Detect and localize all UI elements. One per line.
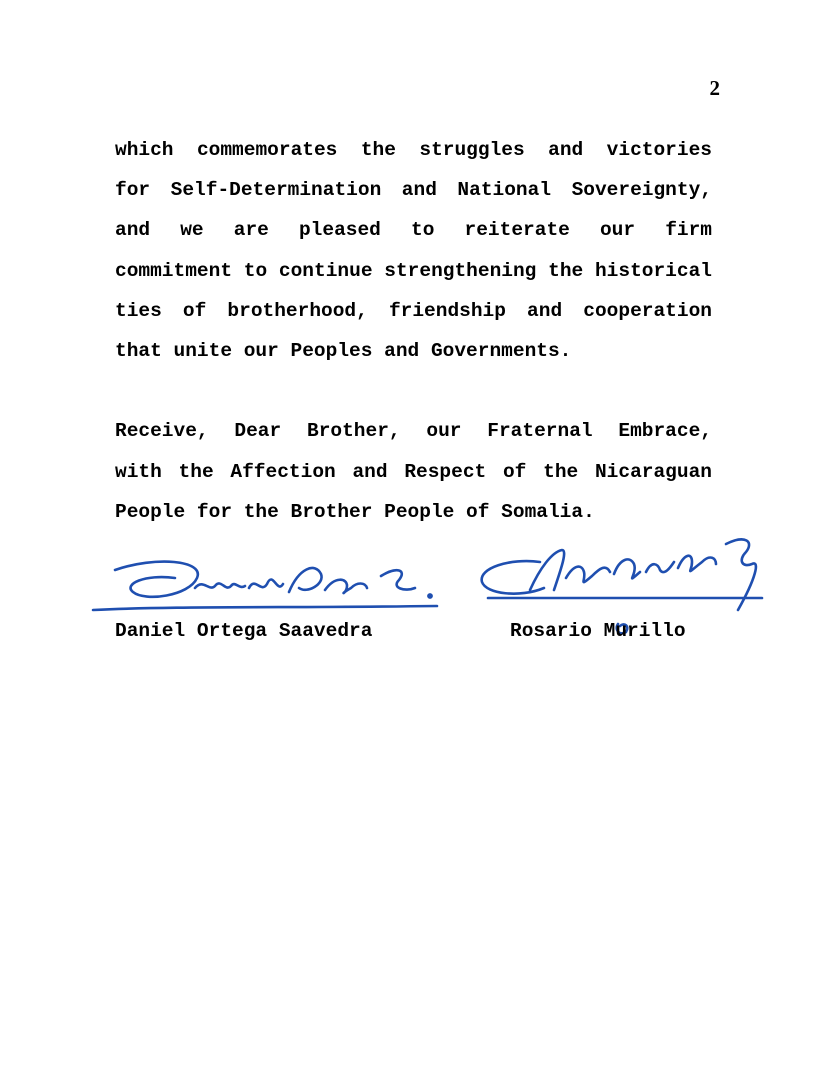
signatory-name-ortega: Daniel Ortega Saavedra (115, 620, 373, 642)
letter-body (115, 130, 712, 532)
text-line: Receive, Dear Brother, our Fraternal Embrace, (115, 420, 712, 443)
paragraph-closing (115, 411, 712, 532)
text-line: commitment to continue strengthening the historical (115, 259, 712, 282)
text-line: with the Affection and Respect of the Nicaraguan (115, 460, 712, 483)
page-number: 2 (709, 76, 720, 100)
text-line: ties of brotherhood, friendship and cooperation (115, 299, 712, 322)
paragraph-commemoration (115, 130, 712, 371)
text-line: which commemorates the struggles and victories (115, 139, 712, 161)
text-line: that unite our Peoples and Governments. (115, 340, 572, 363)
text-line: for Self-Determination and National Sovereignty, (115, 179, 712, 202)
ortega-signature (85, 548, 445, 618)
signatory-name-murillo: Rosario Murillo (510, 620, 686, 642)
text-line: People for the Brother People of Somalia. (115, 500, 595, 523)
text-line: and we are pleased to reiterate our firm (115, 219, 712, 242)
